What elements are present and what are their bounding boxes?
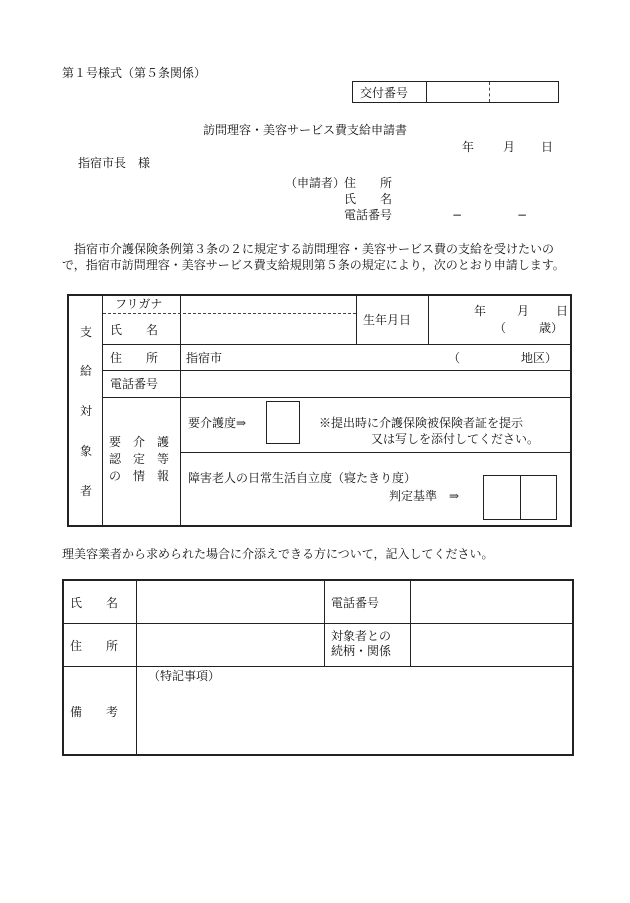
care-info-label-line1: 要 介 護 (109, 435, 170, 449)
district-open: （ (448, 351, 461, 365)
companion-instruction: 理美容業者から求められた場合に介添えできる方について，記入してください。 (62, 547, 494, 561)
intro-paragraph: 指宿市介護保険条例第３条の２に規定する訪問理容・美容サービス費の支給を受けたいので，指宿市訪問理容・美容サービス費支給規則第５条の規定により，次のとおり申請します。 (62, 242, 565, 272)
dob-day-label: 日 (556, 304, 569, 318)
issue-number-field-1[interactable] (430, 83, 486, 101)
issue-number-label: 交付番号 (360, 86, 409, 100)
target-phone-field[interactable] (183, 374, 568, 392)
applicant-address-label: 住 所 (344, 176, 393, 190)
date-month-label: 月 (503, 140, 516, 154)
companion-phone-field[interactable] (414, 584, 569, 620)
phone-separator-1: − (452, 208, 463, 222)
age-open: （ (494, 321, 507, 335)
dob-field[interactable] (432, 298, 568, 341)
target-name-field[interactable] (183, 317, 353, 341)
companion-address-field[interactable] (140, 627, 320, 663)
independence-label: 障害老人の日常生活自立度（寝たきり度） (188, 471, 417, 485)
applicant-phone-field[interactable] (410, 206, 570, 220)
addressee: 指宿市長 様 (78, 156, 151, 170)
dob-year-label: 年 (474, 304, 487, 318)
companion-relation-field[interactable] (414, 627, 569, 663)
companion-relation-label-line1: 対象者との (331, 629, 392, 643)
document-title: 訪問理容・美容サービス費支給申請書 (203, 123, 408, 137)
care-level-label: 要介護度⇒ (188, 416, 247, 430)
side-label-char: 象 (79, 444, 92, 458)
date-year-label: 年 (462, 140, 475, 154)
insurance-note-line1: ※提出時に介護保険被保険者証を提示 (319, 416, 524, 430)
companion-name-label: 氏 名 (70, 596, 119, 610)
phone-separator-2: − (517, 208, 528, 222)
companion-phone-label: 電話番号 (331, 596, 380, 610)
insurance-note-line2: 又は写しを添付してください。 (371, 432, 540, 446)
criteria-label: 判定基準 ⇒ (389, 489, 460, 503)
target-address-field[interactable] (224, 348, 434, 366)
applicant-address-field[interactable] (410, 174, 570, 188)
companion-relation-label-line2: 続柄・関係 (331, 644, 392, 658)
issue-number-field-2[interactable] (492, 83, 556, 101)
furigana-field[interactable] (183, 297, 353, 311)
applicant-name-label: 氏 名 (344, 192, 393, 206)
target-address-city: 指宿市 (186, 351, 223, 365)
companion-notes-field[interactable] (140, 686, 570, 752)
target-name-label: 氏 名 (110, 323, 159, 337)
furigana-label: フリガナ (115, 297, 163, 311)
companion-address-label: 住 所 (70, 639, 119, 653)
care-info-label-line2: 認 定 等 (109, 452, 170, 466)
target-address-label: 住 所 (110, 351, 159, 365)
district-close: 地区） (521, 351, 558, 365)
target-phone-label: 電話番号 (110, 377, 159, 391)
care-level-box[interactable] (266, 401, 300, 444)
companion-notes-label: 備 考 (70, 705, 119, 719)
special-notes-label: （特記事項） (148, 669, 221, 683)
side-label-char: 支 (79, 325, 92, 339)
side-label-char: 対 (79, 404, 92, 418)
side-label-char: 給 (79, 364, 92, 378)
date-day-label: 日 (541, 140, 554, 154)
applicant-label: （申請者） (285, 176, 346, 190)
care-info-label-line3: の 情 報 (109, 469, 170, 483)
companion-name-field[interactable] (140, 584, 320, 620)
applicant-phone-label: 電話番号 (344, 208, 393, 222)
age-close: 歳） (539, 321, 564, 335)
applicant-name-field[interactable] (410, 190, 570, 204)
form-number-label: 第１号様式（第５条関係） (62, 66, 207, 80)
side-label-char: 者 (79, 484, 92, 498)
dob-month-label: 月 (517, 304, 530, 318)
dob-label: 生年月日 (363, 313, 412, 327)
